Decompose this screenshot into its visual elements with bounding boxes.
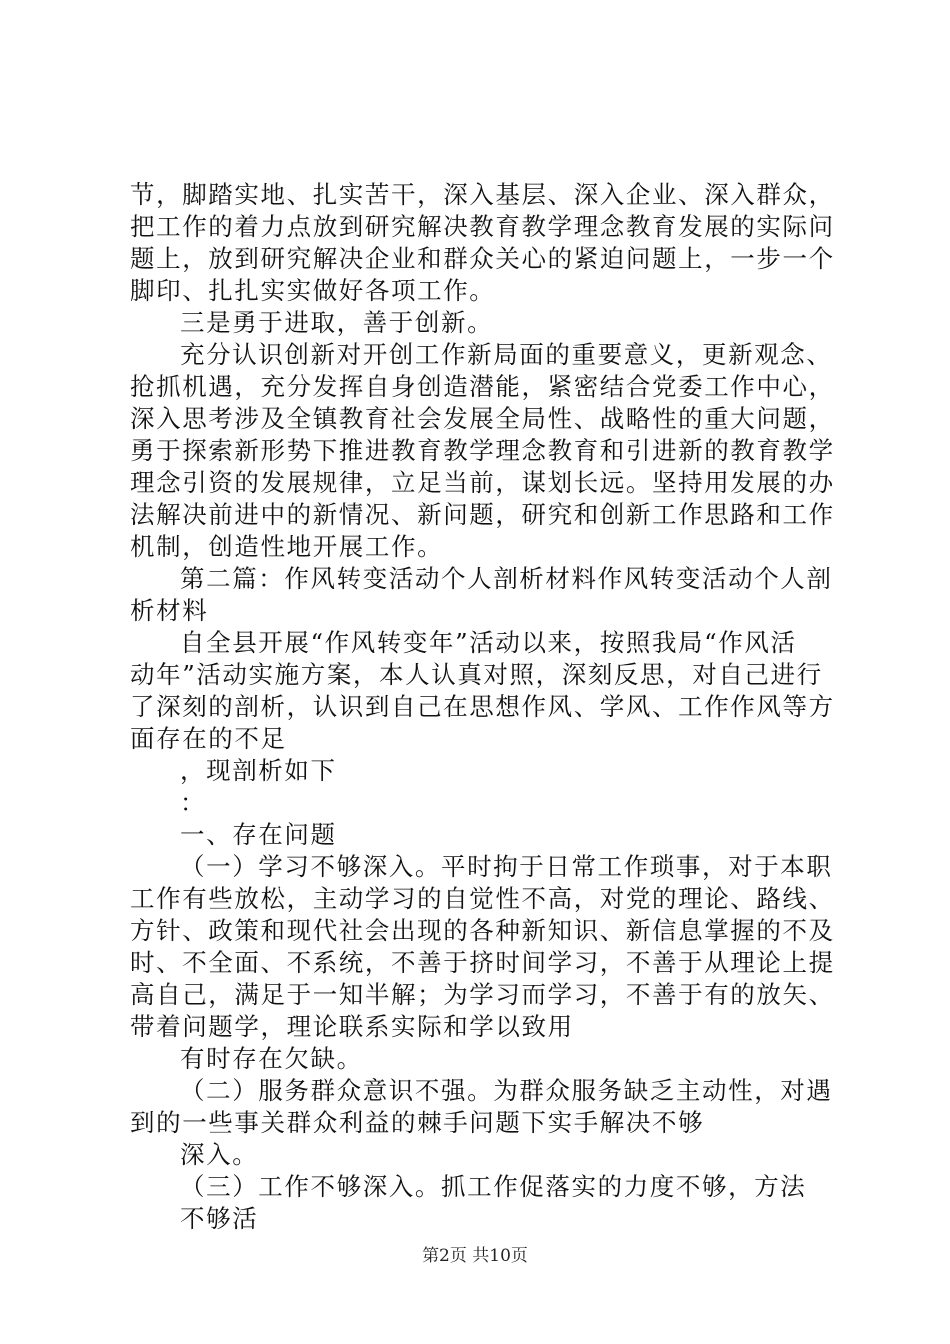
page-number-footer: 第2页 共10页 bbox=[422, 1246, 528, 1266]
text-line: 带着问题学，理论联系实际和学以致用 bbox=[130, 1012, 574, 1041]
text-line: 到的一些事关群众利益的棘手问题下实手解决不够 bbox=[130, 1108, 705, 1137]
section-heading-continued: 析材料 bbox=[130, 596, 209, 625]
text-line: （一）学习不够深入。平时拘于日常工作琐事，对于本职 bbox=[180, 852, 833, 881]
text-line: 方针、政策和现代社会出现的各种新知识、新信息掌握的不及 bbox=[130, 916, 835, 945]
text-line: 机制，创造性地开展工作。 bbox=[130, 532, 444, 561]
text-line: 深入思考涉及全镇教育社会发展全局性、战略性的重大问题， bbox=[130, 404, 835, 433]
text-line: 不够活 bbox=[180, 1204, 259, 1233]
text-line: 充分认识创新对开创工作新局面的重要意义，更新观念、 bbox=[180, 340, 833, 369]
section-heading: 第二篇：作风转变活动个人剖析材料作风转变活动个人剖 bbox=[180, 564, 833, 593]
text-line: 题上，放到研究解决企业和群众关心的紧迫问题上，一步一个 bbox=[130, 244, 835, 273]
text-line: 面存在的不足 bbox=[130, 724, 287, 753]
text-line: 理念引资的发展规律，立足当前，谋划长远。坚持用发展的办 bbox=[130, 468, 835, 497]
text-line: 脚印、扎扎实实做好各项工作。 bbox=[130, 276, 496, 305]
text-line: ，现剖析如下 bbox=[180, 756, 337, 785]
subheading: 一、存在问题 bbox=[180, 820, 337, 849]
text-line: （二）服务群众意识不强。为群众服务缺乏主动性，对遇 bbox=[180, 1076, 833, 1105]
text-line: 时、不全面、不系统，不善于挤时间学习，不善于从理论上提 bbox=[130, 948, 835, 977]
text-line: 三是勇于进取，善于创新。 bbox=[180, 308, 494, 337]
text-line: 法解决前进中的新情况、新问题，研究和创新工作思路和工作 bbox=[130, 500, 835, 529]
text-line: 了深刻的剖析，认识到自己在思想作风、学风、工作作风等方 bbox=[130, 692, 835, 721]
text-line: 抢抓机遇，充分发挥自身创造潜能，紧密结合党委工作中心， bbox=[130, 372, 835, 401]
text-line: 自全县开展“作风转变年”活动以来，按照我局“作风活 bbox=[180, 628, 797, 657]
text-line: 节，脚踏实地、扎实苦干，深入基层、深入企业、深入群众， bbox=[130, 180, 835, 209]
text-line: ： bbox=[180, 788, 207, 817]
text-line: 有时存在欠缺。 bbox=[180, 1044, 363, 1073]
text-line: 勇于探索新形势下推进教育教学理念教育和引进新的教育教学 bbox=[130, 436, 835, 465]
text-line: 工作有些放松，主动学习的自觉性不高，对党的理论、路线、 bbox=[130, 884, 835, 913]
text-line: 深入。 bbox=[180, 1140, 259, 1169]
text-line: 动年”活动实施方案，本人认真对照，深刻反思，对自己进行 bbox=[130, 660, 823, 689]
text-line: 高自己，满足于一知半解；为学习而学习，不善于有的放矢、 bbox=[130, 980, 835, 1009]
text-line: （三）工作不够深入。抓工作促落实的力度不够，方法 bbox=[180, 1172, 807, 1201]
text-line: 把工作的着力点放到研究解决教育教学理念教育发展的实际问 bbox=[130, 212, 835, 241]
